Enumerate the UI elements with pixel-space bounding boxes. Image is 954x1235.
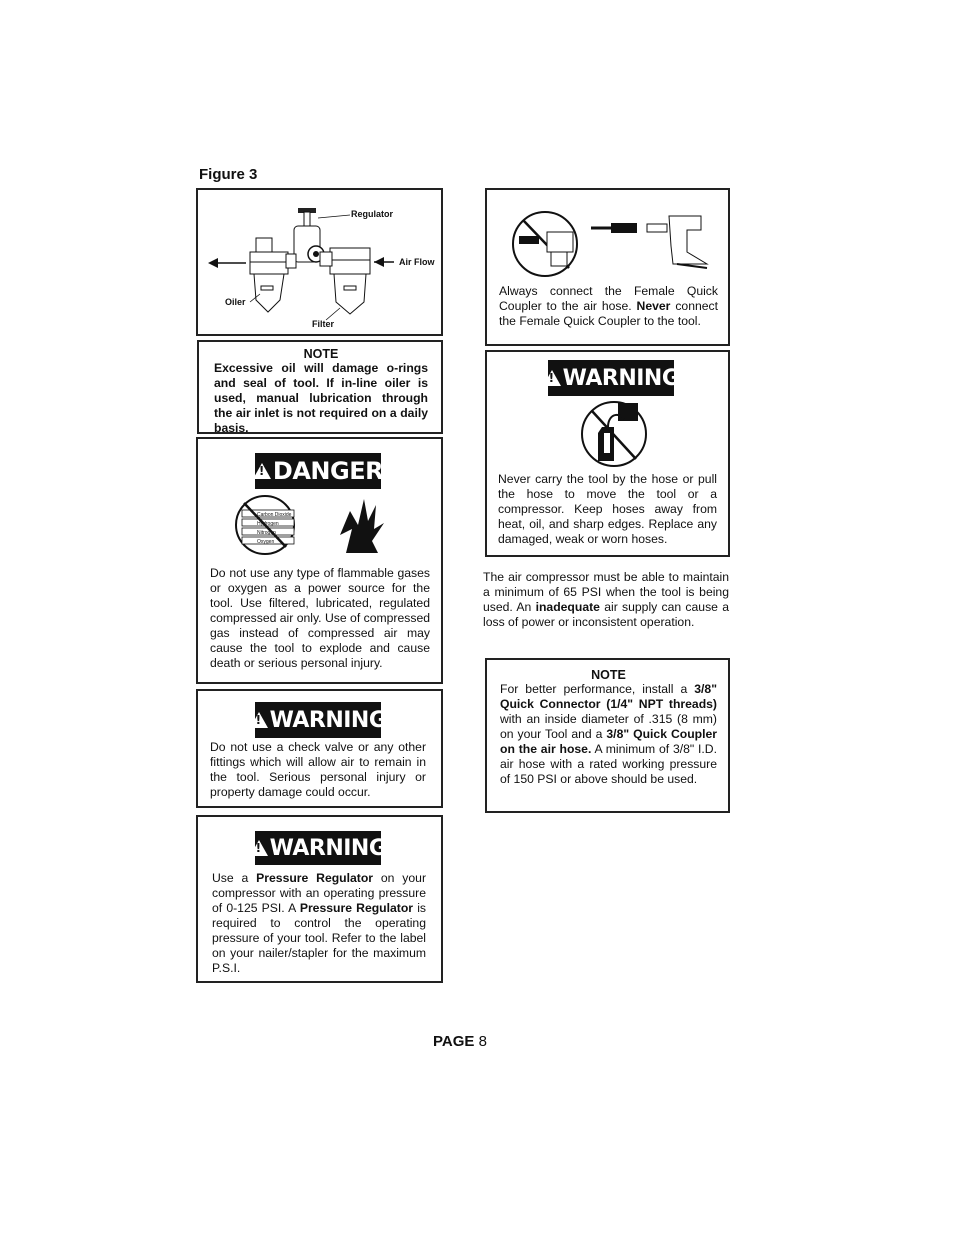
figure-label: Figure 3 xyxy=(199,166,258,183)
pressure-regulator-warning-box xyxy=(196,815,443,983)
oil-note-box xyxy=(197,340,443,434)
air-flow-label: Air Flow xyxy=(399,257,435,267)
compressor-paragraph xyxy=(483,570,729,630)
connector-note-box xyxy=(485,658,730,813)
gas-label: Oxygen xyxy=(257,539,275,545)
warning-triangle-icon xyxy=(250,840,268,856)
warning-triangle-icon xyxy=(253,463,271,479)
hose-warning-box xyxy=(485,350,730,557)
pressure-regulator-warning-text xyxy=(212,871,426,976)
check-valve-warning-text: Do not use a check valve or any other fittings which will allow air to remain in the tool. Serious personal injury or property damage could occur. xyxy=(210,740,426,799)
warning-banner xyxy=(255,831,387,865)
page-number-value: 8 xyxy=(478,1033,487,1050)
warning-triangle-icon xyxy=(250,712,268,728)
gas-label: Carbon Dioxide xyxy=(257,512,292,518)
note-title: NOTE xyxy=(591,668,626,682)
page-number xyxy=(433,1033,487,1050)
text-run: on your compressor with an operating pressure of 0-125 PSI. A xyxy=(212,871,426,915)
warning-banner xyxy=(548,360,680,396)
coupler-text xyxy=(499,284,718,329)
danger-box xyxy=(196,437,443,684)
gas-label: Nitrogen xyxy=(257,530,276,536)
text-run: is required to control the operating pressure of your tool. Refer to the label on your nailer/stapler for the maximum P.S.I. xyxy=(212,901,426,975)
check-valve-warning-box xyxy=(196,689,443,808)
danger-banner-text: DANGER xyxy=(272,457,384,485)
coupler-box xyxy=(485,188,730,346)
gas-labels xyxy=(257,511,291,547)
text-run: Always connect the Female Quick Coupler to the air hose. xyxy=(499,284,718,313)
quick-coupler-illustration xyxy=(511,206,711,278)
bold-text: 3/8" Quick Coupler on the air hose. xyxy=(500,727,717,756)
regulator-label: Regulator xyxy=(351,209,394,219)
warning-banner-text: WARNING xyxy=(269,707,387,733)
danger-banner xyxy=(255,453,384,489)
warning-triangle-icon xyxy=(543,370,561,386)
filter-label: Filter xyxy=(312,319,335,329)
note-body: Excessive oil will damage o-rings and seal of tool. If in-line oiler is used, manual lubrication through the air inlet is not required on a daily basis. xyxy=(214,361,428,435)
no-carry-by-hose-icon xyxy=(578,397,650,469)
text-run: The air compressor must be able to maintain a minimum of 65 PSI when the tool is being used. An xyxy=(483,570,729,614)
warning-banner-text: WARNING xyxy=(269,835,387,861)
warning-banner-text: WARNING xyxy=(562,365,680,391)
hose-warning-text: Never carry the tool by the hose or pull the hose to move the tool or a compressor. Keep hoses away from heat, oil, and sharp edges. Replace any damaged, weak or worn hoses. xyxy=(498,472,717,546)
bold-text: Pressure Regulator xyxy=(256,871,374,885)
figure-3-diagram xyxy=(196,188,443,336)
page-word: PAGE xyxy=(433,1033,475,1050)
bold-text: 3/8" Quick Connector (1/4" NPT threads) xyxy=(500,682,717,711)
danger-text: Do not use any type of flammable gases or oxygen as a power source for the tool. Use filtered, lubricated, regulated compressed air only. Use of compressed gas instead of compressed air may cause the tool to explode and cause death or serious personal injury. xyxy=(210,566,430,670)
gas-label: Hydrogen xyxy=(257,521,279,527)
text-run: air supply can cause a loss of power or inconsistent operation. xyxy=(483,600,730,629)
text-run: A minimum of 3/8" I.D. air hose with a rated working pressure of 150 PSI or above should be used. xyxy=(500,742,717,786)
text-run: For better performance, install a xyxy=(500,682,695,696)
connector-note-text xyxy=(500,682,717,787)
bold-text: Pressure Regulator xyxy=(299,901,414,915)
oiler-label: Oiler xyxy=(225,297,246,307)
bold-text: inadequate xyxy=(535,600,600,614)
warning-banner xyxy=(255,702,387,738)
text-run: Use a xyxy=(212,871,257,885)
note-title: NOTE xyxy=(303,347,339,361)
text-run: connect the Female Quick Coupler to the tool. xyxy=(499,299,719,328)
bold-text: Never xyxy=(636,299,671,313)
text-run: with an inside diameter of .315 (8 mm) on your Tool and a xyxy=(500,712,717,741)
